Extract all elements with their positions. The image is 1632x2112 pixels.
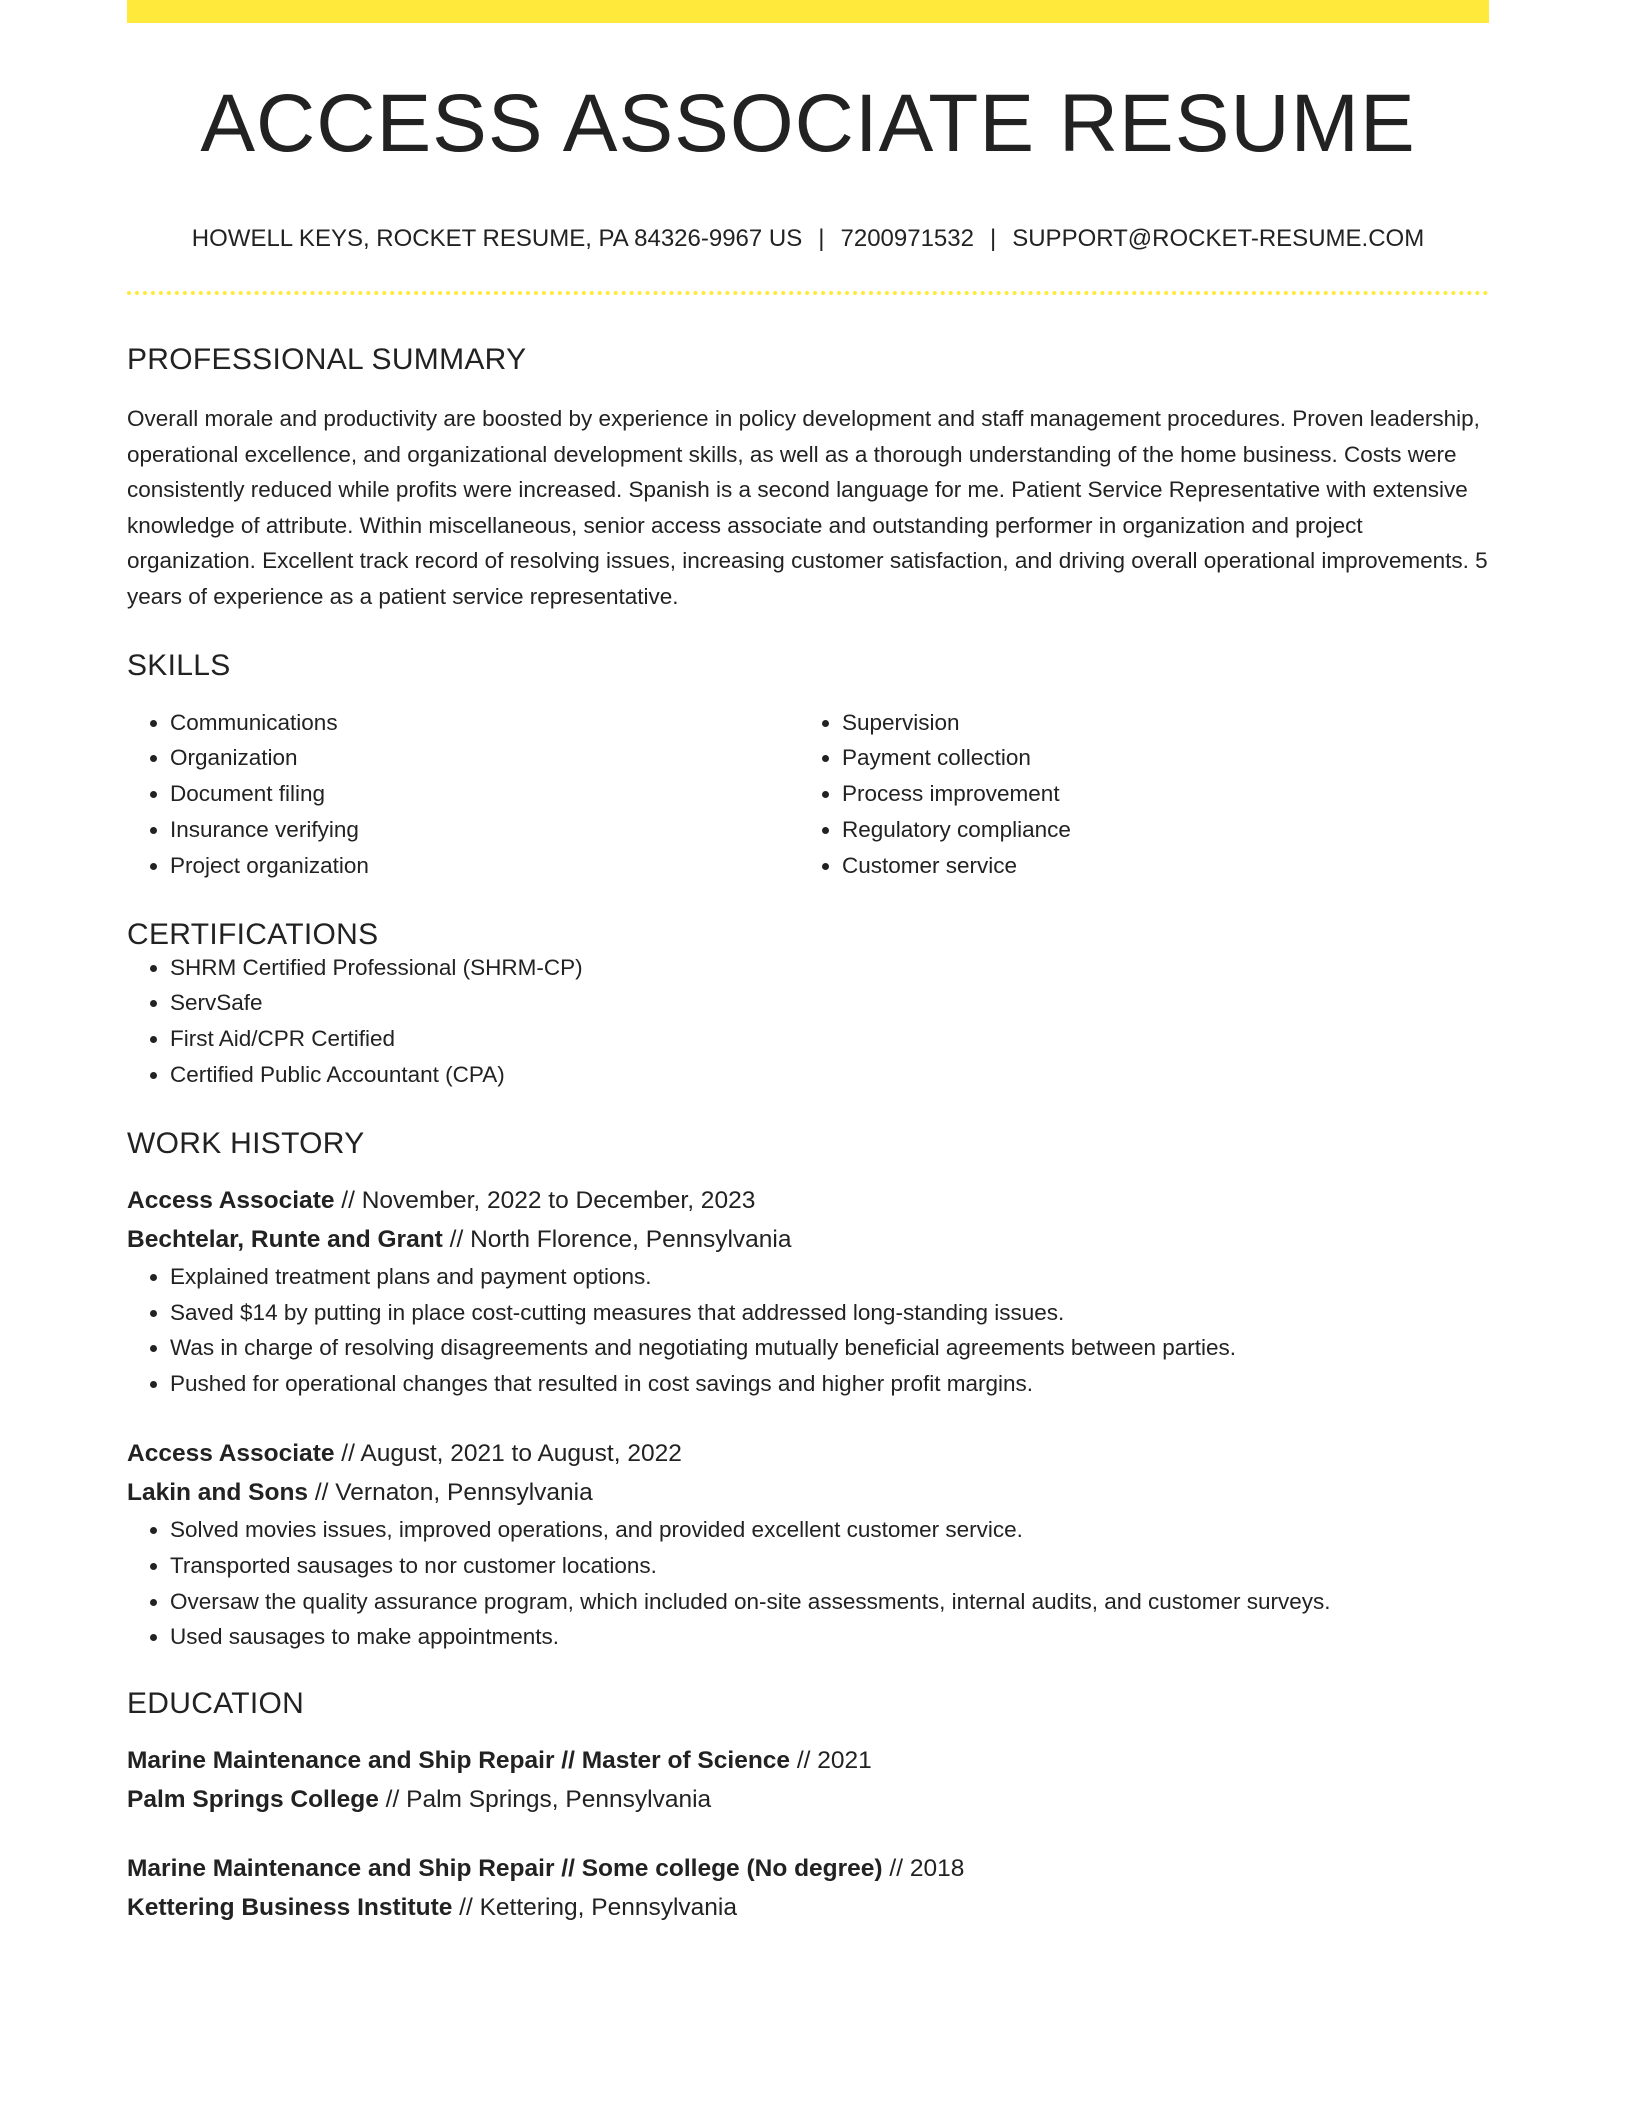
- education-year: // 2018: [882, 1855, 965, 1883]
- job-duty: • Was in charge of resolving disagreements and negotiating mutually beneficial agreements between parties.: [170, 1330, 1489, 1366]
- contact-address: HOWELL KEYS, ROCKET RESUME, PA 84326-9967 US: [191, 225, 803, 252]
- education-degree-line: [127, 1741, 1489, 1780]
- education-school: Kettering Business Institute: [127, 1894, 453, 1922]
- job-duty: • Explained treatment plans and payment options.: [170, 1259, 1489, 1295]
- job-duty: • Oversaw the quality assurance program, which included on-site assessments, internal audits, and customer surveys.: [170, 1584, 1489, 1620]
- skill-item: • Customer service: [842, 848, 1471, 884]
- skill-item: • Supervision: [842, 705, 1471, 741]
- summary-heading: PROFESSIONAL SUMMARY: [127, 343, 527, 376]
- skills-list-right: [799, 705, 1471, 884]
- work-history-heading: WORK HISTORY: [127, 1126, 365, 1160]
- contact-separator: |: [989, 225, 997, 252]
- job-duty: • Saved $14 by putting in place cost-cutting measures that addressed long-standing issues.: [170, 1295, 1489, 1331]
- resume-page: [127, 0, 1489, 1927]
- certification-item: • SHRM Certified Professional (SHRM-CP): [170, 950, 1489, 986]
- education-location: // Palm Springs, Pennsylvania: [378, 1786, 712, 1814]
- certification-item: • Certified Public Accountant (CPA): [170, 1057, 1489, 1093]
- skills-heading: SKILLS: [127, 648, 231, 682]
- education-school: Palm Springs College: [127, 1786, 379, 1814]
- job-company-line: [127, 1220, 1489, 1259]
- contact-line: [127, 227, 1489, 251]
- skills-columns: [127, 705, 1489, 884]
- job-entry: [127, 1181, 1489, 1402]
- job-title-line: [127, 1181, 1489, 1220]
- education-school-line: [127, 1888, 1489, 1927]
- skills-list-left: [127, 705, 799, 884]
- skill-item: • Communications: [170, 705, 799, 741]
- job-duty: • Solved movies issues, improved operations, and provided excellent customer service.: [170, 1512, 1489, 1548]
- certification-item: • ServSafe: [170, 985, 1489, 1021]
- dotted-divider: [127, 291, 1489, 295]
- job-location: // North Florence, Pennsylvania: [442, 1225, 792, 1253]
- certifications-list: [127, 950, 1489, 1093]
- job-entry: [127, 1434, 1489, 1655]
- skill-item: • Insurance verifying: [170, 812, 799, 848]
- education-degree-line: [127, 1849, 1489, 1888]
- skill-item: • Payment collection: [842, 740, 1471, 776]
- education-year: // 2021: [790, 1747, 872, 1775]
- job-company: Lakin and Sons: [127, 1478, 309, 1506]
- job-duty: • Transported sausages to nor customer locations.: [170, 1548, 1489, 1584]
- skill-item: • Process improvement: [842, 776, 1471, 812]
- skill-item: • Organization: [170, 740, 799, 776]
- contact-email: SUPPORT@ROCKET-RESUME.COM: [1012, 225, 1425, 252]
- education-entry: [127, 1741, 1489, 1819]
- certification-item: • First Aid/CPR Certified: [170, 1021, 1489, 1057]
- education-location: // Kettering, Pennsylvania: [452, 1894, 737, 1922]
- job-dates: // August, 2021 to August, 2022: [334, 1439, 682, 1467]
- job-duty: • Used sausages to make appointments.: [170, 1619, 1489, 1655]
- skill-item: • Project organization: [170, 848, 799, 884]
- education-degree: Marine Maintenance and Ship Repair // Some college (No degree): [127, 1855, 883, 1883]
- certifications-heading: CERTIFICATIONS: [127, 917, 379, 951]
- contact-phone: 7200971532: [840, 225, 974, 252]
- job-duties-list: [127, 1512, 1489, 1655]
- job-dates: // November, 2022 to December, 2023: [334, 1186, 756, 1214]
- education-school-line: [127, 1780, 1489, 1819]
- contact-separator: |: [818, 225, 825, 252]
- resume-title: ACCESS ASSOCIATE RESUME: [200, 78, 1416, 169]
- job-location: // Vernaton, Pennsylvania: [308, 1478, 593, 1506]
- job-title: Access Associate: [127, 1439, 335, 1467]
- top-accent-bar: [127, 0, 1489, 23]
- job-company: Bechtelar, Runte and Grant: [127, 1225, 443, 1253]
- education-heading: EDUCATION: [127, 1687, 305, 1721]
- job-company-line: [127, 1473, 1489, 1512]
- job-duty: • Pushed for operational changes that resulted in cost savings and higher profit margins.: [170, 1366, 1489, 1402]
- job-title-line: [127, 1434, 1489, 1473]
- job-title: Access Associate: [127, 1186, 335, 1214]
- skill-item: • Document filing: [170, 776, 799, 812]
- education-degree: Marine Maintenance and Ship Repair // Master of Science: [127, 1747, 791, 1775]
- job-duties-list: [127, 1259, 1489, 1402]
- summary-text: Overall morale and productivity are boosted by experience in policy development and staff management procedures. Proven leadership, operational excellence, and organizational development skills, as well as a thorough understanding of the home business. Costs were consistently reduced while profits were increased. Spanish is a second language for me. Patient Service Representative with extensive knowledge of attribute. Within miscellaneous, senior access associate and outstanding performer in organization and project organization. Excellent track record of resolving issues, increasing customer satisfaction, and driving overall operational improvements. 5 years of experience as a patient service representative.: [127, 406, 1488, 609]
- skill-item: • Regulatory compliance: [842, 812, 1471, 848]
- education-entry: [127, 1849, 1489, 1927]
